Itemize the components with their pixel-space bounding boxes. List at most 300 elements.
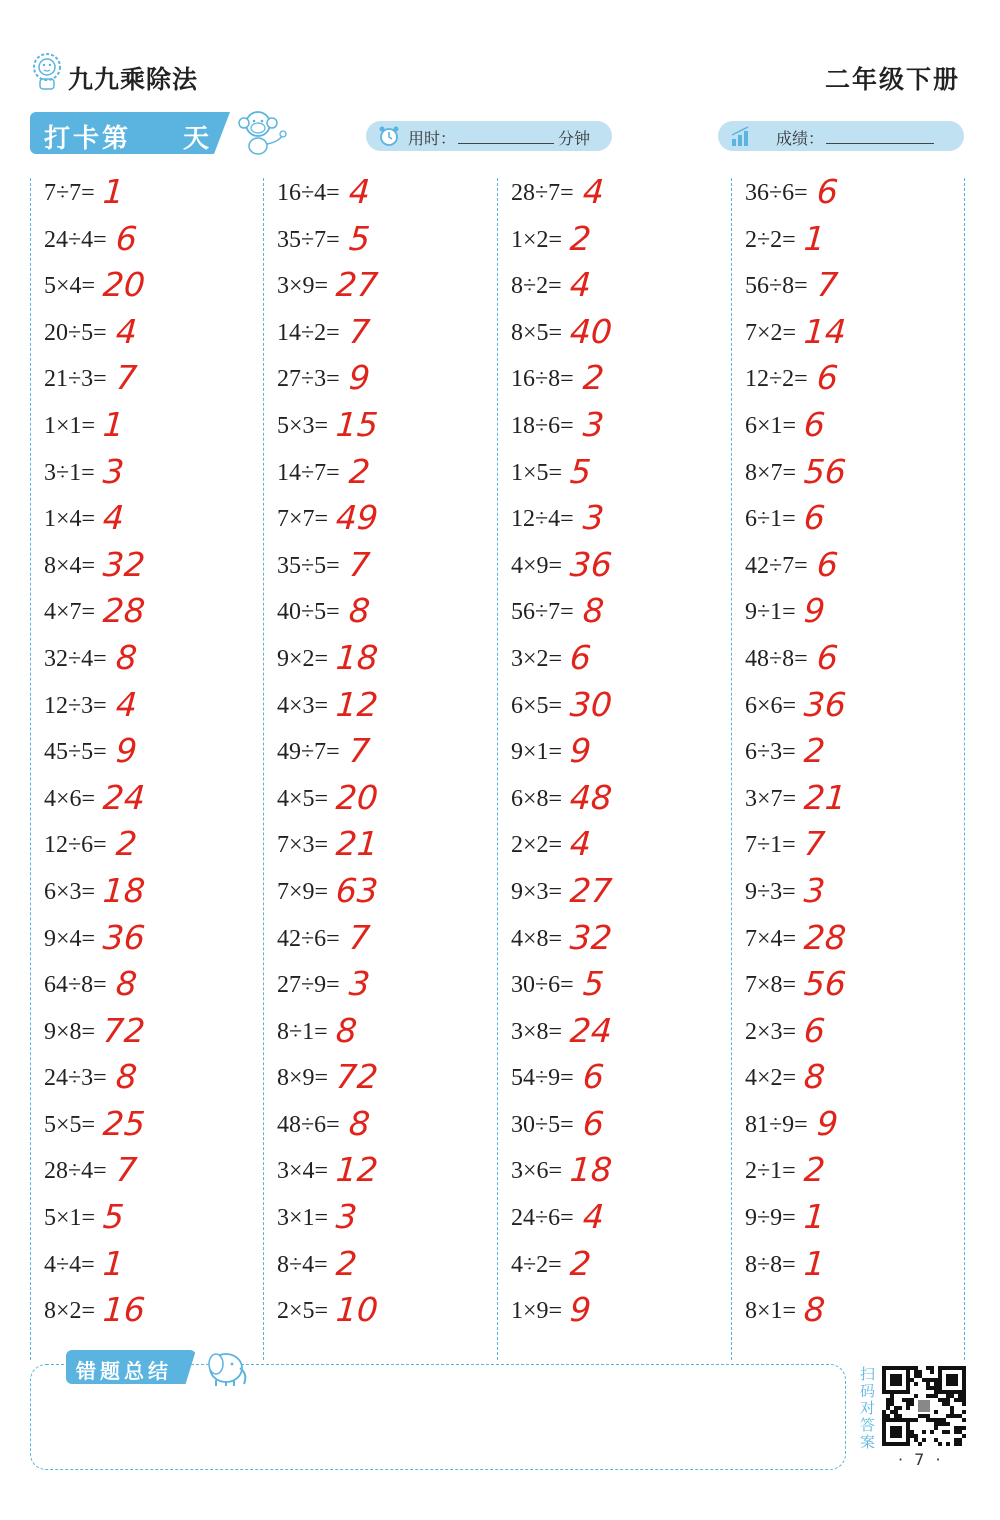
problem-expression: 9÷9=	[745, 1205, 796, 1232]
problem-expression: 27÷9=	[277, 972, 340, 999]
problem-row	[44, 403, 264, 450]
problem-row	[277, 217, 497, 264]
problem-row	[44, 822, 264, 869]
problem-expression: 6×6=	[745, 692, 797, 719]
problem-expression: 5×5=	[44, 1111, 96, 1138]
problem-expression: 35÷7=	[277, 226, 340, 253]
problem-row	[277, 589, 497, 636]
handwritten-answer: 5	[568, 451, 593, 491]
problem-column-1	[44, 170, 264, 1335]
problem-row	[44, 1102, 264, 1149]
handwritten-answer: 6	[802, 1010, 827, 1050]
handwritten-answer: 9	[568, 1290, 593, 1330]
grade-label: 二年级下册	[824, 65, 960, 94]
time-unit: 分钟	[558, 129, 591, 148]
problem-row	[511, 450, 731, 497]
handwritten-answer: 8	[347, 1103, 372, 1143]
problem-row	[745, 1242, 965, 1289]
problem-expression: 48÷6=	[277, 1111, 340, 1138]
handwritten-answer: 3	[581, 498, 606, 538]
problem-expression: 4÷4=	[44, 1251, 95, 1278]
problem-row	[277, 310, 497, 357]
problem-row	[44, 1009, 264, 1056]
handwritten-answer: 5	[581, 964, 606, 1004]
problem-row	[44, 1288, 264, 1335]
problem-expression: 7×7=	[277, 506, 329, 533]
problem-row	[745, 916, 965, 963]
problem-expression: 7×3=	[277, 832, 329, 859]
handwritten-answer: 3	[802, 870, 827, 910]
problem-row	[745, 962, 965, 1009]
handwritten-answer: 7	[114, 1150, 139, 1190]
handwritten-answer: 5	[347, 218, 372, 258]
problem-row	[44, 589, 264, 636]
problem-expression: 4×3=	[277, 692, 329, 719]
handwritten-answer: 2	[802, 731, 827, 771]
handwritten-answer: 8	[334, 1010, 359, 1050]
problem-row	[511, 1288, 731, 1335]
problem-expression: 3×6=	[511, 1158, 563, 1185]
problem-expression: 9÷3=	[745, 878, 796, 905]
problem-row	[277, 822, 497, 869]
problem-row	[511, 916, 731, 963]
handwritten-answer: 27	[568, 870, 614, 910]
problem-expression: 21÷3=	[44, 366, 107, 393]
problem-row	[745, 683, 965, 730]
problem-expression: 7×4=	[745, 925, 797, 952]
problem-row	[511, 1195, 731, 1242]
handwritten-answer: 8	[114, 964, 139, 1004]
handwritten-answer: 6	[815, 544, 840, 584]
problem-row	[44, 636, 264, 683]
problem-expression: 7÷1=	[745, 832, 796, 859]
problem-expression: 28÷4=	[44, 1158, 107, 1185]
problem-expression: 9×1=	[511, 739, 563, 766]
handwritten-answer: 56	[802, 964, 848, 1004]
problem-expression: 42÷6=	[277, 925, 340, 952]
problem-expression: 3×8=	[511, 1018, 563, 1045]
problem-row	[277, 1055, 497, 1102]
problem-row	[44, 776, 264, 823]
problem-row	[277, 1242, 497, 1289]
problem-row	[277, 356, 497, 403]
column-divider	[497, 178, 498, 1360]
problem-expression: 6×5=	[511, 692, 563, 719]
handwritten-answer: 7	[114, 358, 139, 398]
problem-row	[745, 496, 965, 543]
problem-row	[511, 729, 731, 776]
problem-expression: 8×7=	[745, 459, 797, 486]
handwritten-answer: 9	[802, 591, 827, 631]
problem-expression: 8×9=	[277, 1065, 329, 1092]
problem-row	[44, 916, 264, 963]
problem-expression: 7×9=	[277, 878, 329, 905]
handwritten-answer: 7	[347, 311, 372, 351]
problem-expression: 4×2=	[745, 1065, 797, 1092]
problem-column-2	[277, 170, 497, 1335]
problem-row	[44, 356, 264, 403]
problem-expression: 42÷7=	[745, 552, 808, 579]
problem-row	[511, 962, 731, 1009]
problem-expression: 32÷4=	[44, 645, 107, 672]
handwritten-answer: 8	[802, 1057, 827, 1097]
problem-expression: 2×2=	[511, 832, 563, 859]
handwritten-answer: 4	[568, 265, 593, 305]
handwritten-answer: 4	[568, 824, 593, 864]
problem-expression: 3×4=	[277, 1158, 329, 1185]
handwritten-answer: 56	[802, 451, 848, 491]
handwritten-answer: 1	[802, 1243, 827, 1283]
problem-expression: 24÷4=	[44, 226, 107, 253]
problem-row	[511, 869, 731, 916]
problem-expression: 8÷1=	[277, 1018, 328, 1045]
problem-expression: 4×5=	[277, 785, 329, 812]
handwritten-answer: 3	[334, 1197, 359, 1237]
handwritten-answer: 8	[114, 637, 139, 677]
problem-row	[44, 170, 264, 217]
problem-expression: 54÷9=	[511, 1065, 574, 1092]
problem-row	[511, 589, 731, 636]
problem-expression: 48÷8=	[745, 645, 808, 672]
handwritten-answer: 5	[101, 1197, 126, 1237]
problem-expression: 24÷6=	[511, 1205, 574, 1232]
handwritten-answer: 72	[334, 1057, 380, 1097]
problem-expression: 20÷5=	[44, 319, 107, 346]
handwritten-answer: 32	[568, 917, 614, 957]
handwritten-answer: 14	[802, 311, 848, 351]
handwritten-answer: 4	[101, 498, 126, 538]
problem-expression: 7×8=	[745, 972, 797, 999]
problem-row	[277, 543, 497, 590]
handwritten-answer: 9	[347, 358, 372, 398]
handwritten-answer: 36	[101, 917, 147, 957]
problem-column-4	[745, 170, 965, 1335]
handwritten-answer: 1	[101, 1243, 126, 1283]
problem-expression: 4÷2=	[511, 1251, 562, 1278]
handwritten-answer: 9	[114, 731, 139, 771]
problem-row	[745, 543, 965, 590]
problem-expression: 8÷2=	[511, 273, 562, 300]
handwritten-answer: 6	[815, 358, 840, 398]
problem-row	[277, 263, 497, 310]
time-blank[interactable]	[458, 143, 554, 144]
problem-expression: 1×4=	[44, 506, 96, 533]
handwritten-answer: 21	[334, 824, 380, 864]
handwritten-answer: 6	[581, 1103, 606, 1143]
handwritten-answer: 6	[815, 637, 840, 677]
problem-expression: 5×1=	[44, 1205, 96, 1232]
problem-expression: 30÷6=	[511, 972, 574, 999]
problem-row	[511, 776, 731, 823]
problem-expression: 8×4=	[44, 552, 96, 579]
problem-expression: 8×5=	[511, 319, 563, 346]
problem-expression: 7×2=	[745, 319, 797, 346]
handwritten-answer: 15	[334, 404, 380, 444]
problem-row	[277, 683, 497, 730]
problem-expression: 36÷6=	[745, 180, 808, 206]
problem-expression: 81÷9=	[745, 1111, 808, 1138]
problem-expression: 1×5=	[511, 459, 563, 486]
handwritten-answer: 2	[568, 1243, 593, 1283]
handwritten-answer: 8	[802, 1290, 827, 1330]
problem-row	[745, 1102, 965, 1149]
problem-expression: 4×9=	[511, 552, 563, 579]
problem-expression: 40÷5=	[277, 599, 340, 626]
handwritten-answer: 24	[101, 777, 147, 817]
problem-row	[44, 1242, 264, 1289]
handwritten-answer: 40	[568, 311, 614, 351]
handwritten-answer: 36	[802, 684, 848, 724]
problem-row	[277, 636, 497, 683]
handwritten-answer: 4	[347, 172, 372, 211]
handwritten-answer: 6	[568, 637, 593, 677]
problem-row	[745, 589, 965, 636]
problem-row	[44, 869, 264, 916]
problem-row	[745, 1148, 965, 1195]
problem-row	[277, 916, 497, 963]
handwritten-answer: 8	[581, 591, 606, 631]
problem-row	[511, 822, 731, 869]
problem-expression: 2×3=	[745, 1018, 797, 1045]
problem-expression: 2÷2=	[745, 226, 796, 253]
handwritten-answer: 6	[802, 498, 827, 538]
page-number: · 7 ·	[898, 1450, 944, 1469]
problem-expression: 56÷7=	[511, 599, 574, 626]
handwritten-answer: 2	[347, 451, 372, 491]
problem-row	[511, 403, 731, 450]
problem-row	[745, 1288, 965, 1335]
handwritten-answer: 2	[334, 1243, 359, 1283]
score-blank[interactable]	[826, 143, 934, 144]
handwritten-answer: 3	[101, 451, 126, 491]
problem-row	[44, 683, 264, 730]
problem-row	[277, 170, 497, 217]
problem-expression: 6×3=	[44, 878, 96, 905]
problem-expression: 9×8=	[44, 1018, 96, 1045]
alarm-clock-icon	[378, 125, 400, 147]
problem-expression: 1×9=	[511, 1298, 563, 1325]
handwritten-answer: 2	[568, 218, 593, 258]
handwritten-answer: 8	[347, 591, 372, 631]
handwritten-answer: 6	[802, 404, 827, 444]
problem-row	[44, 1055, 264, 1102]
handwritten-answer: 1	[101, 172, 126, 211]
problem-row	[511, 1242, 731, 1289]
problem-expression: 8×1=	[745, 1298, 797, 1325]
problem-expression: 9×4=	[44, 925, 96, 952]
problem-row	[511, 543, 731, 590]
handwritten-answer: 12	[334, 1150, 380, 1190]
handwritten-answer: 24	[568, 1010, 614, 1050]
problem-row	[745, 1055, 965, 1102]
problem-expression: 30÷5=	[511, 1111, 574, 1138]
problem-row	[511, 217, 731, 264]
problem-expression: 49÷7=	[277, 739, 340, 766]
problem-expression: 56÷8=	[745, 273, 808, 300]
handwritten-answer: 2	[114, 824, 139, 864]
problem-expression: 8×2=	[44, 1298, 96, 1325]
handwritten-answer: 1	[802, 218, 827, 258]
handwritten-answer: 8	[114, 1057, 139, 1097]
problem-expression: 45÷5=	[44, 739, 107, 766]
handwritten-answer: 20	[334, 777, 380, 817]
checkin-label: 打卡第	[44, 124, 132, 154]
problem-expression: 35÷5=	[277, 552, 340, 579]
problem-expression: 3×7=	[745, 785, 797, 812]
problem-row	[277, 403, 497, 450]
handwritten-answer: 28	[802, 917, 848, 957]
scan-for-answers-label: 扫码对答案	[860, 1365, 876, 1451]
handwritten-answer: 1	[802, 1197, 827, 1237]
problem-expression: 4×7=	[44, 599, 96, 626]
problem-expression: 12÷2=	[745, 366, 808, 393]
problem-expression: 5×3=	[277, 412, 329, 439]
problem-row	[44, 450, 264, 497]
problem-row	[745, 356, 965, 403]
handwritten-answer: 72	[101, 1010, 147, 1050]
handwritten-answer: 4	[114, 311, 139, 351]
handwritten-answer: 6	[114, 218, 139, 258]
problem-row	[44, 496, 264, 543]
problem-row	[745, 636, 965, 683]
problem-row	[745, 263, 965, 310]
handwritten-answer: 32	[101, 544, 147, 584]
column-divider	[731, 178, 732, 1360]
handwritten-answer: 21	[802, 777, 848, 817]
problem-expression: 12÷3=	[44, 692, 107, 719]
problem-row	[277, 1009, 497, 1056]
handwritten-answer: 9	[568, 731, 593, 771]
handwritten-answer: 16	[101, 1290, 147, 1330]
problem-row	[745, 822, 965, 869]
problem-expression: 12÷4=	[511, 506, 574, 533]
lion-icon	[30, 52, 64, 90]
handwritten-answer: 36	[568, 544, 614, 584]
problem-row	[511, 636, 731, 683]
problem-expression: 4×8=	[511, 925, 563, 952]
handwritten-answer: 7	[347, 917, 372, 957]
problem-row	[277, 496, 497, 543]
elephant-icon	[198, 1346, 250, 1388]
problem-row	[511, 1102, 731, 1149]
problem-expression: 28÷7=	[511, 180, 574, 206]
problem-expression: 3×1=	[277, 1205, 329, 1232]
handwritten-answer: 2	[802, 1150, 827, 1190]
handwritten-answer: 1	[101, 404, 126, 444]
problem-row	[511, 310, 731, 357]
problem-expression: 7÷7=	[44, 180, 95, 206]
problem-expression: 64÷8=	[44, 972, 107, 999]
problem-row	[277, 1195, 497, 1242]
handwritten-answer: 20	[101, 265, 147, 305]
problem-row	[745, 1195, 965, 1242]
problem-row	[277, 1288, 497, 1335]
problem-row	[277, 1148, 497, 1195]
problem-row	[511, 263, 731, 310]
handwritten-answer: 4	[581, 1197, 606, 1237]
problem-row	[511, 1055, 731, 1102]
handwritten-answer: 3	[347, 964, 372, 1004]
score-field	[718, 121, 964, 151]
problem-row	[277, 962, 497, 1009]
handwritten-answer: 12	[334, 684, 380, 724]
problem-expression: 3÷1=	[44, 459, 95, 486]
problem-row	[745, 1009, 965, 1056]
mistakes-summary-label: 错题总结	[76, 1359, 172, 1383]
problem-row	[745, 217, 965, 264]
problem-expression: 9÷1=	[745, 599, 796, 626]
problem-expression: 2÷1=	[745, 1158, 796, 1185]
handwritten-answer: 48	[568, 777, 614, 817]
problem-row	[511, 170, 731, 217]
problem-row	[745, 310, 965, 357]
problem-column-3	[511, 170, 731, 1335]
book-title: 九九乘除法	[68, 65, 199, 94]
problem-expression: 2×5=	[277, 1298, 329, 1325]
problem-expression: 8÷8=	[745, 1251, 796, 1278]
handwritten-answer: 6	[815, 172, 840, 211]
problem-row	[511, 1148, 731, 1195]
problem-expression: 6×1=	[745, 412, 797, 439]
problem-row	[44, 310, 264, 357]
handwritten-answer: 9	[815, 1103, 840, 1143]
handwritten-answer: 49	[334, 498, 380, 538]
qr-code-icon[interactable]	[882, 1366, 966, 1446]
handwritten-answer: 3	[581, 404, 606, 444]
score-label: 成绩：	[776, 129, 825, 148]
column-border	[30, 178, 31, 1360]
problem-expression: 18÷6=	[511, 412, 574, 439]
problem-expression: 14÷2=	[277, 319, 340, 346]
problem-row	[277, 729, 497, 776]
handwritten-answer: 30	[568, 684, 614, 724]
problem-row	[745, 170, 965, 217]
handwritten-answer: 10	[334, 1290, 380, 1330]
problem-expression: 27÷3=	[277, 366, 340, 393]
problem-expression: 6÷3=	[745, 739, 796, 766]
handwritten-answer: 18	[101, 870, 147, 910]
bar-chart-icon	[730, 125, 752, 147]
problem-row	[44, 543, 264, 590]
problem-row	[277, 1102, 497, 1149]
problem-row	[745, 776, 965, 823]
time-field	[366, 121, 612, 151]
problem-expression: 9×3=	[511, 878, 563, 905]
problem-expression: 1×1=	[44, 412, 96, 439]
problem-expression: 6×8=	[511, 785, 563, 812]
problem-row	[277, 450, 497, 497]
handwritten-answer: 18	[334, 637, 380, 677]
handwritten-answer: 7	[347, 731, 372, 771]
handwritten-answer: 4	[581, 172, 606, 211]
problem-row	[277, 869, 497, 916]
problem-expression: 5×4=	[44, 273, 96, 300]
problem-expression: 4×6=	[44, 785, 96, 812]
problem-row	[745, 403, 965, 450]
problem-row	[511, 356, 731, 403]
problem-row	[745, 869, 965, 916]
handwritten-answer: 28	[101, 591, 147, 631]
problem-expression: 16÷8=	[511, 366, 574, 393]
problem-expression: 8÷4=	[277, 1251, 328, 1278]
problem-expression: 16÷4=	[277, 180, 340, 206]
problem-row	[745, 729, 965, 776]
problem-row	[44, 263, 264, 310]
problem-row	[745, 450, 965, 497]
problem-row	[44, 1148, 264, 1195]
monkey-icon	[232, 104, 288, 158]
problem-row	[44, 217, 264, 264]
